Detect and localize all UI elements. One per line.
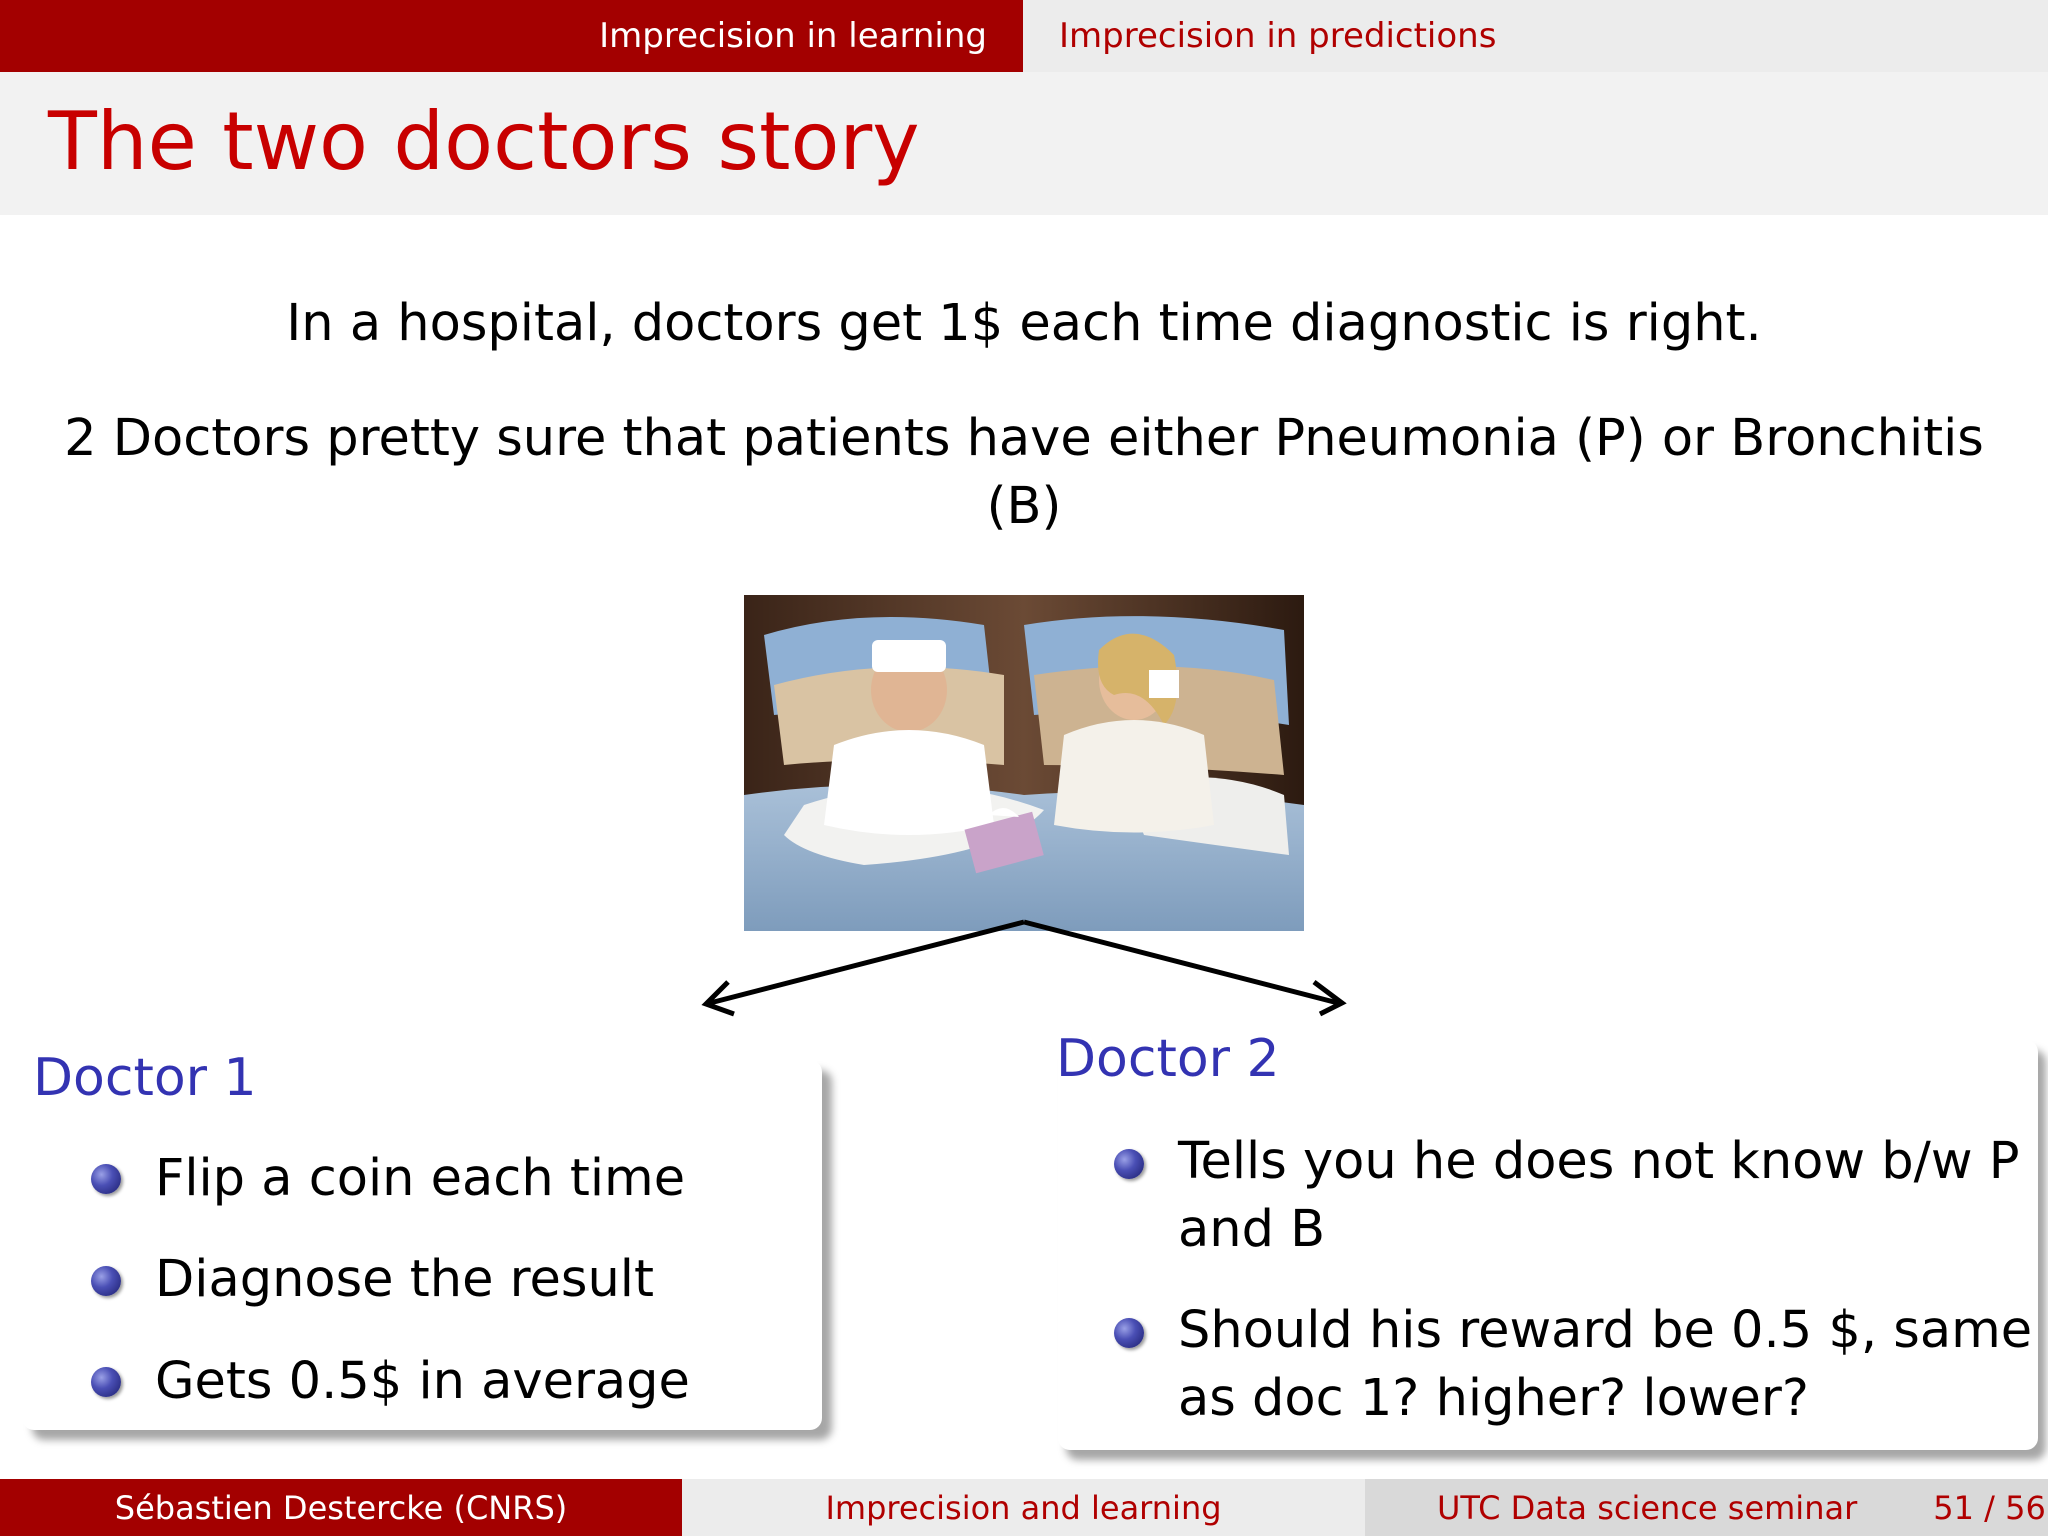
bullet-icon xyxy=(1114,1318,1144,1348)
doctor2-item xyxy=(1178,1128,2020,1264)
slide-title: The two doctors story xyxy=(48,95,920,188)
doctor2-item-line: Should his reward be 0.5 $, same xyxy=(1178,1301,2033,1360)
slide-footer xyxy=(0,1479,2048,1536)
footer-talk-title: Imprecision and learning xyxy=(682,1479,1365,1536)
section-navigation xyxy=(0,0,2048,72)
doctor1-item: Diagnose the result xyxy=(155,1250,654,1309)
footer-author: Sébastien Destercke (CNRS) xyxy=(0,1479,682,1536)
frame-title-bar xyxy=(0,72,2048,215)
doctor1-item: Gets 0.5$ in average xyxy=(155,1352,690,1411)
doctor2-title: Doctor 2 xyxy=(1056,1029,1280,1089)
doctors-paragraph: 2 Doctors pretty sure that patients have either Pneumonia (P) or Bronchitis (B) xyxy=(64,409,1984,536)
intro-paragraph: In a hospital, doctors get 1$ each time diagnostic is right. xyxy=(286,294,1762,353)
nav-other-section xyxy=(1023,0,2048,72)
doctor1-title: Doctor 1 xyxy=(33,1048,257,1108)
nav-link-imprecision-predictions[interactable]: Imprecision in predictions xyxy=(1059,16,1497,56)
bullet-icon xyxy=(91,1266,121,1296)
doctor2-item-line: and B xyxy=(1178,1200,1326,1259)
doctor2-item xyxy=(1178,1297,2032,1433)
footer-event: UTC Data science seminar xyxy=(1437,1488,1858,1527)
doctor1-item: Flip a coin each time xyxy=(155,1149,686,1208)
footer-event-box xyxy=(1365,1479,2048,1536)
bullet-icon xyxy=(91,1367,121,1397)
page-number: 51 / 56 xyxy=(1933,1488,2046,1527)
nav-active-section xyxy=(0,0,1023,72)
nav-link-imprecision-learning[interactable]: Imprecision in learning xyxy=(599,16,987,56)
doctor2-item-line: Tells you he does not know b/w P xyxy=(1178,1132,2020,1191)
sick-couple-photo xyxy=(744,595,1304,931)
bullet-icon xyxy=(91,1164,121,1194)
doctor2-item-line: as doc 1? higher? lower? xyxy=(1178,1369,1809,1428)
bullet-icon xyxy=(1114,1149,1144,1179)
